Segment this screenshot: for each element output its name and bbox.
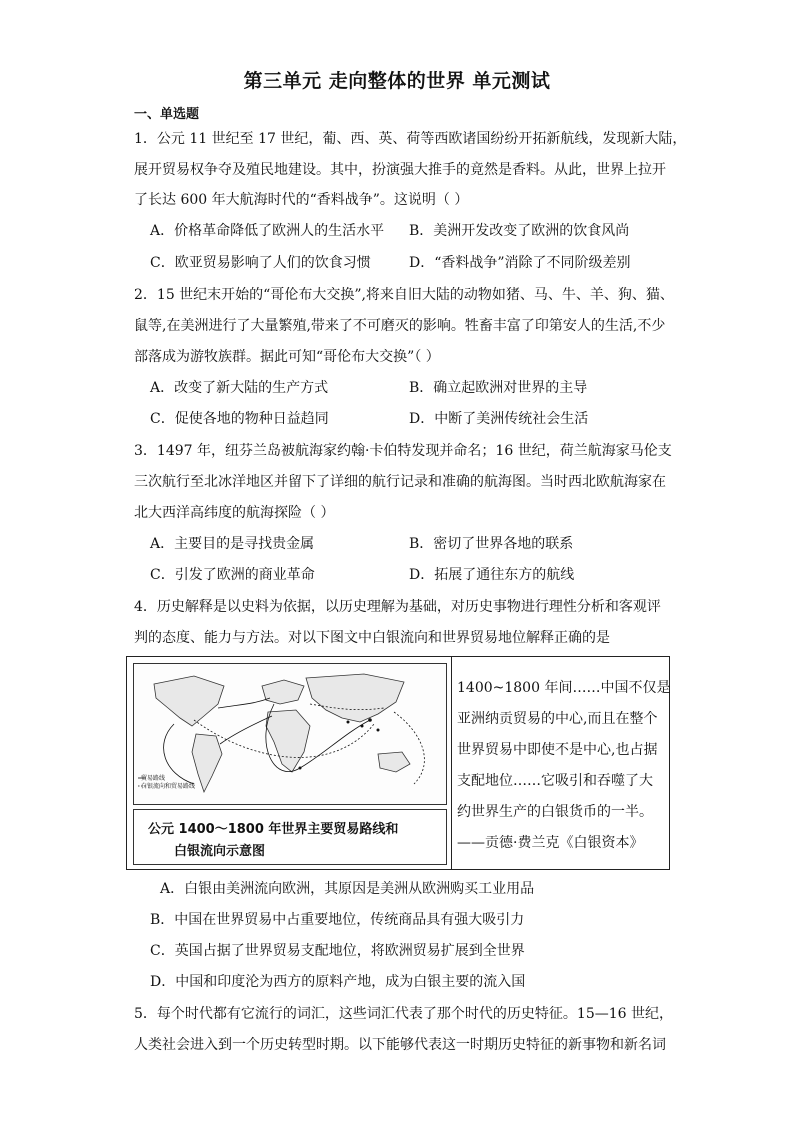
q4-option-c[interactable]: C．英国占据了世界贸易支配地位，将欧洲贸易扩展到全世界 [150, 943, 525, 959]
legend-silver-route: 白银流向和贸易路线 [141, 783, 196, 790]
quote-line: 支配地位……它吸引和吞噬了大 [457, 773, 653, 789]
quote-line: 世界贸易中即使不是中心,也占据 [457, 742, 658, 758]
q1-option-b[interactable]: B．美洲开发改变了欧洲的饮食风尚 [409, 223, 630, 239]
q2-option-a[interactable]: A．改变了新大陆的生产方式 [150, 380, 329, 396]
section-heading: 一、单选题 [134, 107, 200, 122]
q3-line-3: 北大西洋高纬度的航海探险（ ） [134, 505, 335, 521]
quote-attribution: ——贡德·费兰克《白银资本》 [457, 835, 644, 851]
q4-line-1: 4．历史解释是以史料为依据，以历史理解为基础，对历史事物进行理性分析和客观评 [134, 599, 661, 615]
legend-trade-route: 贸易路线 [141, 775, 166, 782]
quote-line: 约世界生产的白银货币的一半。 [457, 804, 653, 820]
q1-option-c[interactable]: C．欧亚贸易影响了人们的饮食习惯 [150, 255, 371, 271]
caption-line-1: 公元 1400～1800 年世界主要贸易路线和 [148, 822, 399, 837]
q3-line-2: 三次航行至北冰洋地区并留下了详细的航行记录和准确的航海图。当时西北欧航海家在 [134, 474, 666, 490]
q2-option-b[interactable]: B．确立起欧洲对世界的主导 [409, 380, 588, 396]
q1-line-3: 了长达 600 年大航海时代的“香料战争”。这说明（ ） [134, 192, 469, 208]
q4-option-a[interactable]: A．白银由美洲流向欧洲，其原因是美洲从欧洲购买工业用品 [160, 881, 535, 897]
q4-option-b[interactable]: B．中国在世界贸易中占重要地位，传统商品具有强大吸引力 [150, 912, 525, 928]
q1-option-d[interactable]: D．“香料战争”消除了不同阶级差别 [409, 255, 631, 271]
q3-option-c[interactable]: C．引发了欧洲的商业革命 [150, 567, 315, 583]
map-legend [141, 775, 195, 791]
page-title: 第三单元 走向整体的世界 单元测试 [243, 70, 551, 92]
q5-line-1: 5．每个时代都有它流行的词汇，这些词汇代表了那个时代的历史特征。15—16 世纪， [134, 1006, 673, 1022]
q1-line-1: 1．公元 11 世纪至 17 世纪，葡、西、英、荷等西欧诸国纷纷开拓新航线，发现新大陆， [134, 131, 687, 147]
q2-line-1: 2．15 世纪末开始的“哥伦布大交换”,将来自旧大陆的动物如猪、马、牛、羊、狗、猫、 [134, 287, 674, 303]
q3-option-b[interactable]: B．密切了世界各地的联系 [409, 536, 574, 552]
q3-option-d[interactable]: D．拓展了通往东方的航线 [409, 567, 575, 583]
q2-option-c[interactable]: C．促使各地的物种日益趋同 [150, 411, 329, 427]
source-quote [457, 673, 671, 859]
quote-line: 亚洲纳贡贸易的中心,而且在整个 [457, 711, 658, 727]
q4-line-2: 判的态度、能力与方法。对以下图文中白银流向和世界贸易地位解释正确的是 [134, 630, 610, 646]
quote-line: 1400~1800 年间……中国不仅是 [457, 680, 671, 696]
caption-line-2: 白银流向示意图 [174, 844, 266, 859]
q2-line-2: 鼠等,在美洲进行了大量繁殖,带来了不可磨灭的影响。牲畜丰富了印第安人的生活,不少 [134, 318, 666, 334]
map-caption [133, 809, 447, 865]
q2-option-d[interactable]: D．中断了美洲传统社会生活 [409, 411, 589, 427]
q3-option-a[interactable]: A．主要目的是寻找贵金属 [150, 536, 315, 552]
q4-option-d[interactable]: D．中国和印度沦为西方的原料产地，成为白银主要的流入国 [150, 974, 526, 990]
q4-figure [126, 656, 670, 870]
q2-line-3: 部落成为游牧族群。据此可知“哥伦布大交换”（ ） [134, 349, 440, 365]
q1-option-a[interactable]: A．价格革命降低了欧洲人的生活水平 [150, 223, 385, 239]
q3-line-1: 3．1497 年，纽芬兰岛被航海家约翰·卡伯特发现并命名；16 世纪，荷兰航海家马伦支 [134, 443, 672, 459]
map-panel [127, 657, 452, 869]
q1-line-2: 展开贸易权争夺及殖民地建设。其中，扮演强大推手的竟然是香料。从此，世界上拉开 [134, 162, 666, 178]
q5-line-2: 人类社会进入到一个历史转型时期。以下能够代表这一时期历史特征的新事物和新名词 [134, 1037, 666, 1053]
